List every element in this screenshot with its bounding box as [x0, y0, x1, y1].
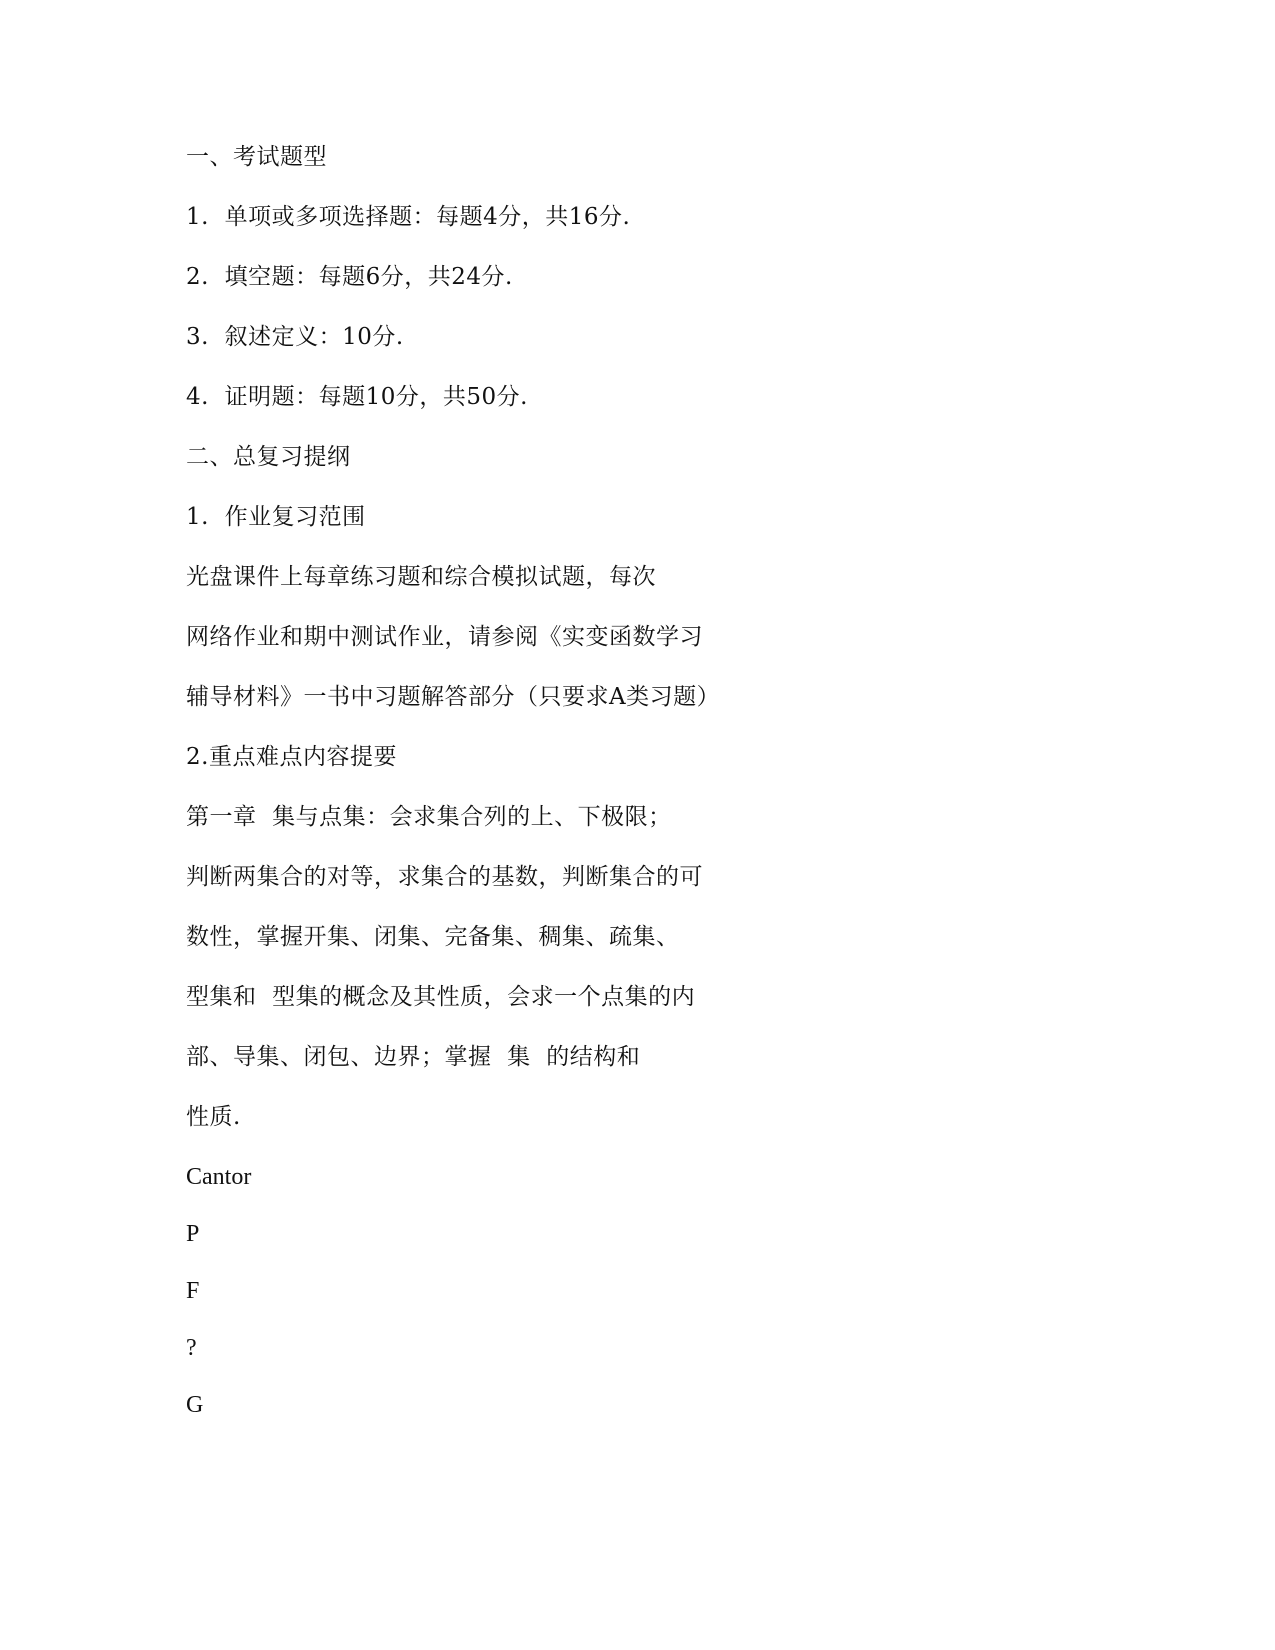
symbol-f: F — [186, 1278, 200, 1304]
heading-exam-types: 一、考试题型 — [186, 144, 327, 170]
paragraph-line: 性质. — [186, 1104, 241, 1130]
document-body — [186, 142, 1086, 1447]
heading-review-outline: 二、总复习提纲 — [186, 444, 351, 470]
exam-item-multiple-choice: 1. 单项或多项选择题：每题4分，共16分. — [186, 204, 631, 230]
symbol-p: P — [186, 1221, 200, 1247]
paragraph-line: 第一章 集与点集：会求集合列的上、下极限； — [186, 804, 672, 830]
paragraph-line: 型集和 型集的概念及其性质，会求一个点集的内 — [186, 984, 696, 1010]
paragraph-line: 数性，掌握开集、闭集、完备集、稠集、疏集、 — [186, 924, 680, 950]
exam-item-fill-blank: 2. 填空题：每题6分，共24分. — [186, 264, 513, 290]
paragraph-line: 辅导材料》一书中习题解答部分（只要求A类习题） — [186, 684, 721, 710]
paragraph-line: 网络作业和期中测试作业，请参阅《实变函数学习 — [186, 624, 703, 650]
subheading-key-points: 2.重点难点内容提要 — [186, 744, 397, 770]
subheading-homework-scope: 1. 作业复习范围 — [186, 504, 366, 530]
paragraph-line: 光盘课件上每章练习题和综合模拟试题，每次 — [186, 564, 656, 590]
paragraph-line: 部、导集、闭包、边界；掌握 集 的结构和 — [186, 1044, 641, 1070]
paragraph-line: 判断两集合的对等，求集合的基数，判断集合的可 — [186, 864, 703, 890]
symbol-g: G — [186, 1392, 204, 1418]
symbol-question: ? — [186, 1335, 197, 1361]
exam-item-definitions: 3. 叙述定义：10分. — [186, 324, 404, 350]
symbol-cantor: Cantor — [186, 1164, 252, 1190]
exam-item-proofs: 4. 证明题：每题10分，共50分. — [186, 384, 528, 410]
